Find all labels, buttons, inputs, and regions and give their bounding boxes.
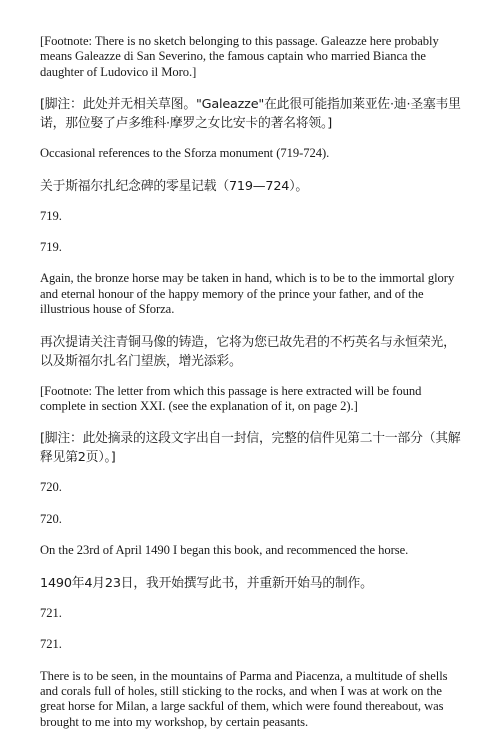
section-heading-en: Occasional references to the Sforza monument (719-724).	[40, 146, 464, 161]
footnote-letter-en: [Footnote: The letter from which this passage is here extracted will be found complete in section XXI. (see the explanation of it, on page 2).]	[40, 384, 464, 415]
entry-number: 721.	[40, 637, 464, 652]
bronze-horse-zh: 再次提请关注青铜马像的铸造，它将为您已故先君的不朽英名与永恒荣光，以及斯福尔扎名门望族，增光添彩。	[40, 333, 464, 371]
entry-number: 719.	[40, 240, 464, 255]
entry-number: 720.	[40, 512, 464, 527]
shells-corals-en: There is to be seen, in the mountains of Parma and Piacenza, a multitude of shells and corals full of holes, still sticking to the rocks, and when I was at work on the great horse for Milan, a large sackful of them, which were found thereabout, was brought to me into my workshop, by certain peasants.	[40, 669, 464, 730]
section-heading-zh: 关于斯福尔扎纪念碑的零星记载（719—724）。	[40, 177, 464, 196]
entry-number: 719.	[40, 209, 464, 224]
entry-number: 720.	[40, 480, 464, 495]
entry-number: 721.	[40, 606, 464, 621]
footnote-sketch-en: [Footnote: There is no sketch belonging to this passage. Galeazze here probably means Galeazze di San Severino, the famous captain who married Bianca the daughter of Ludovico il Moro.]	[40, 34, 464, 80]
began-book-en: On the 23rd of April 1490 I began this book, and recommenced the horse.	[40, 543, 464, 558]
bronze-horse-en: Again, the bronze horse may be taken in hand, which is to be to the immortal glory and eternal honour of the happy memory of the prince your father, and of the illustrious house of Sforza.	[40, 271, 464, 317]
footnote-sketch-zh: [脚注：此处并无相关草图。"Galeazze"在此很可能指加莱亚佐·迪·圣塞韦里诺，那位娶了卢多维科·摩罗之女比安卡的著名将领。]	[40, 95, 464, 133]
began-book-zh: 1490年4月23日，我开始撰写此书，并重新开始马的制作。	[40, 574, 464, 593]
footnote-letter-zh: [脚注：此处摘录的这段文字出自一封信，完整的信件见第二十一部分（其解释见第2页）。]	[40, 429, 464, 467]
